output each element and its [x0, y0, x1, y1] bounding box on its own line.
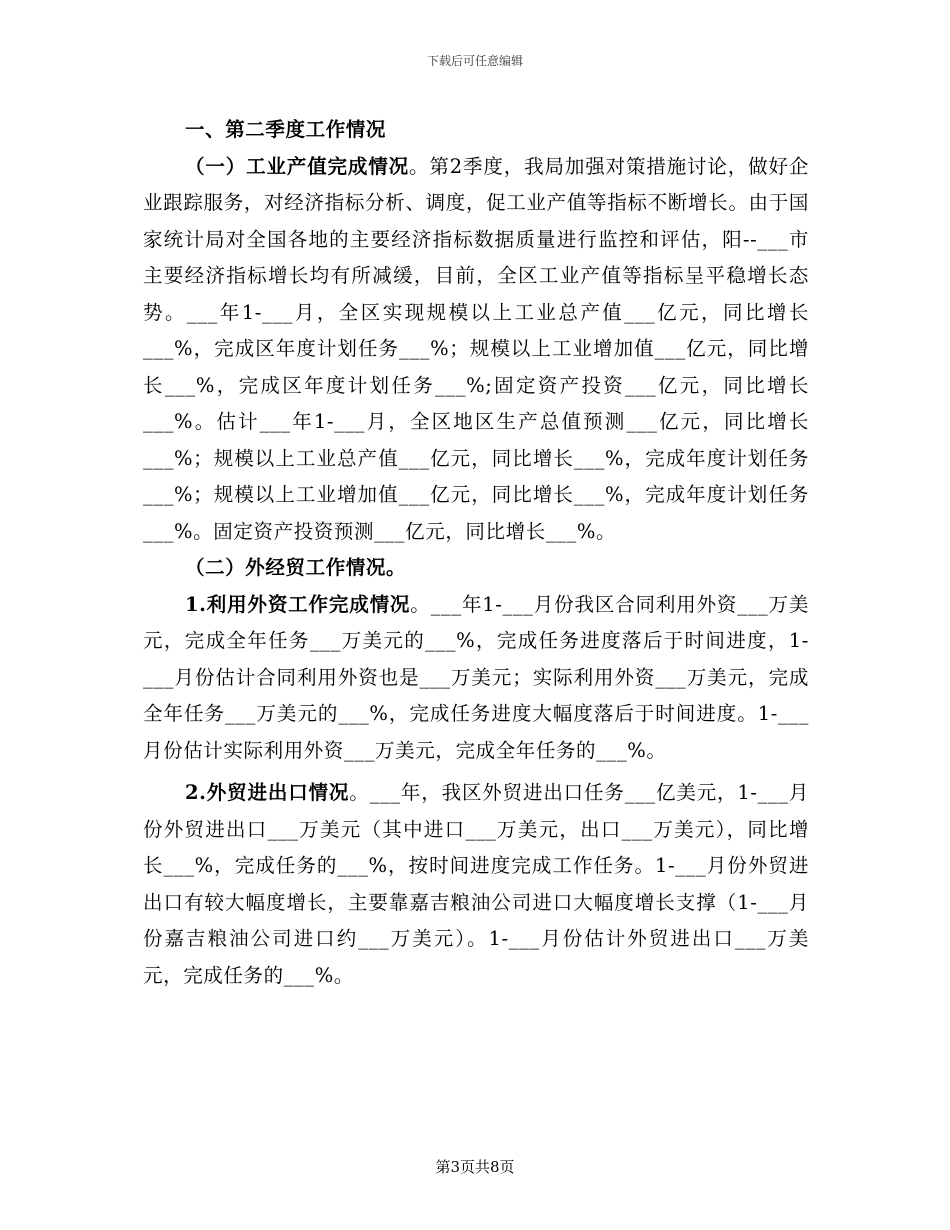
document-body — [143, 112, 809, 994]
paragraph-lead-foreign-investment: 1.利用外资工作完成情况 — [185, 592, 411, 616]
paragraph-foreign-investment — [143, 587, 809, 770]
section-heading-foreign-trade: （二）外经贸工作情况。 — [185, 556, 407, 579]
page-number: 第3页共8页 — [435, 1158, 515, 1176]
page-header: 下载后可任意编辑 — [426, 54, 523, 68]
section-heading-q2-work: 一、第二季度工作情况 — [185, 118, 387, 141]
paragraph-text-import-export: 。___年，我区外贸进出口任务___亿美元，1-___月份外贸进出口___万美元（其中进口___万美元，出口___万美元），同比增长___%，完成任务的___%，按时间进度完成工作任务。1-___月份外贸进出口有较大幅度增长，主要靠嘉吉粮油公司进口大幅度增长支撑（1-___月份嘉吉粮油公司进口约___万美元）。1-___月份估计外贸进出口___万美元，完成任务的___%。 — [143, 781, 810, 987]
paragraph-lead-import-export: 2.外贸进出口情况 — [185, 781, 350, 804]
paragraph-import-export — [143, 775, 809, 994]
paragraph-text-industrial-output: 。第2季度，我局加强对策措施讨论，做好企业跟踪服务，对经济指标分析、调度，促工业产值等指标不断增长。由于国家统计局对全国各地的主要经济指标数据质量进行监控和评估，阳--___市主要经济指标增长均有所减缓，目前，全区工业产值等指标呈平稳增长态势。___年1-___月，全区实现规模以上工业总产值___亿元，同比增长___%，完成区年度计划任务___%；规模以上工业增加值___亿元，同比增长___%，完成区年度计划任务___%;固定资产投资___亿元，同比增长___%。估计___年1-___月，全区地区生产总值预测___亿元，同比增长___%；规模以上工业总产值___亿元，同比增长___%，完成年度计划任务___%；规模以上工业增加值___亿元，同比增长___%，完成年度计划任务___%。固定资产投资预测___亿元，同比增长___%。 — [143, 154, 809, 543]
paragraph-lead-industrial-output: （一）工业产值完成情况 — [185, 154, 410, 178]
paragraph-text-foreign-investment: 。___年1-___月份我区合同利用外资___万美元，完成全年任务___万美元的___%，完成任务进度落后于时间进度，1-___月份估计合同利用外资也是___万美元；实际利用外资___万美元，完成全年任务___万美元的___%，完成任务进度大幅度落后于时间进度。1-___月份估计实际利用外资___万美元，完成全年任务的___%。 — [143, 592, 810, 762]
paragraph-industrial-output — [143, 149, 809, 551]
